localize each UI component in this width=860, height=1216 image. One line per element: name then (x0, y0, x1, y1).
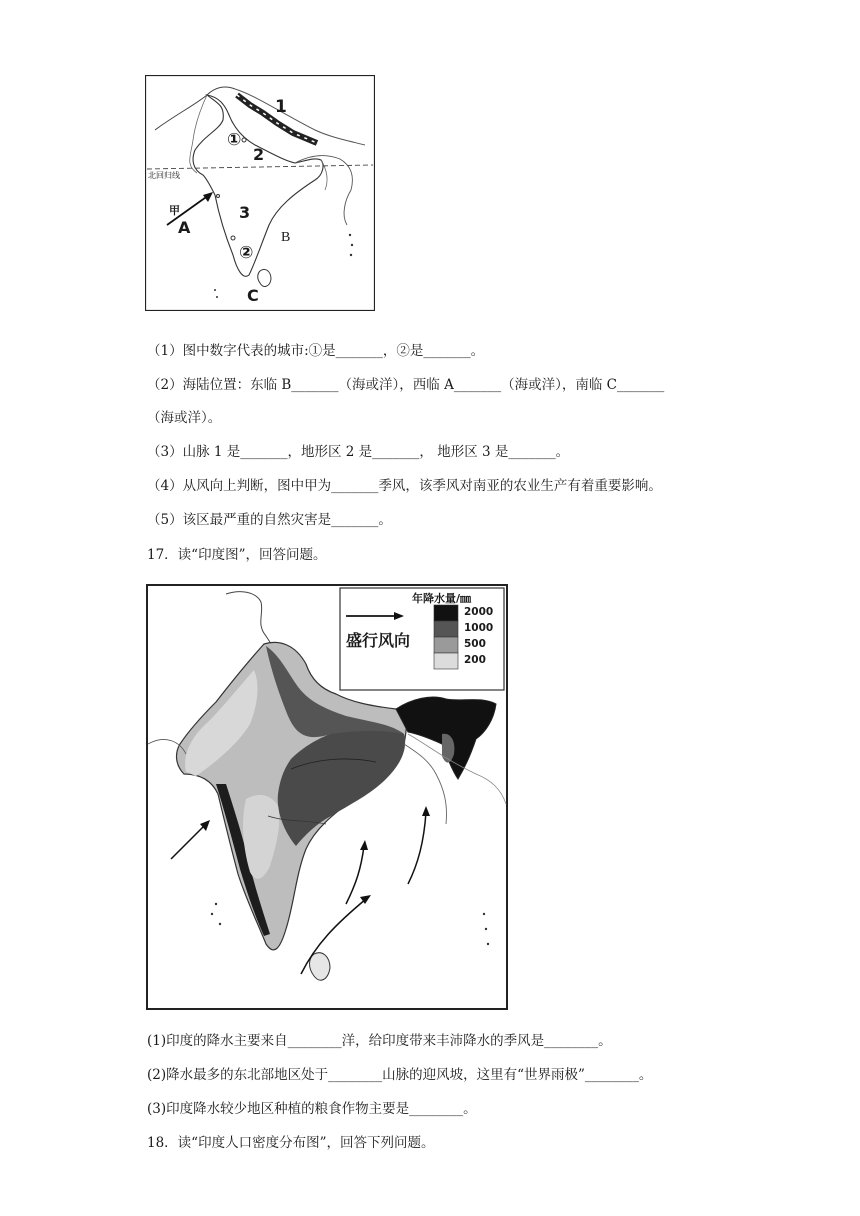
legend-swatch-200 (434, 653, 458, 669)
south-asia-map-svg (145, 75, 375, 311)
q16-line-1: （1）图中数字代表的城市:①是_______，②是_______。 (147, 343, 485, 359)
q16-line-6: （5）该区最严重的自然灾害是_______。 (147, 512, 392, 528)
map1-label-A: A (178, 218, 191, 237)
legend-value-2000: 2000 (464, 606, 494, 618)
map1-label-circle2: ② (239, 243, 254, 263)
india-rainfall-map-svg (146, 584, 508, 1010)
map1-label-C: C (247, 286, 259, 305)
south-asia-map (145, 75, 375, 311)
legend-title: 年降水量/㎜ (412, 592, 472, 605)
map1-tropic-label: 北回归线 (148, 171, 180, 180)
q17-line-2: (2)降水最多的东北部地区处于________山脉的迎风坡，这里有“世界雨极”________。 (147, 1067, 653, 1083)
legend-swatch-500 (434, 637, 458, 653)
map1-label-jia: 甲 (169, 204, 180, 217)
legend-swatch-2000 (434, 605, 458, 621)
india-rainfall-map (146, 584, 508, 1010)
map1-label-2: 2 (253, 145, 265, 164)
q18-title: 18．读“印度人口密度分布图”，回答下列问题。 (147, 1135, 435, 1151)
legend-swatch-1000 (434, 621, 458, 637)
q16-line-5: （4）从风向上判断，图中甲为_______季风，该季风对南亚的农业生产有着重要影响。 (147, 478, 662, 494)
map1-label-1: 1 (275, 97, 287, 117)
q16-line-2: （2）海陆位置：东临 B_______（海或洋），西临 A_______（海或洋），南临 C_______ (147, 377, 665, 393)
legend-value-500: 500 (464, 638, 486, 650)
legend-value-200: 200 (464, 654, 486, 666)
q17-line-1: (1)印度的降水主要来自________洋，给印度带来丰沛降水的季风是________。 (147, 1033, 612, 1049)
map1-label-B: B (281, 230, 291, 245)
q17-line-3: (3)印度降水较少地区种植的粮食作物主要是________。 (147, 1101, 477, 1117)
q16-line-4: （3）山脉 1 是_______，地形区 2 是_______， 地形区 3 是_______。 (147, 444, 570, 460)
q17-title: 17．读“印度图”，回答问题。 (147, 547, 327, 563)
map1-label-circle1: ① (227, 130, 242, 150)
map1-label-3: 3 (239, 203, 251, 222)
wind-direction-label: 盛行风向 (346, 631, 411, 650)
legend-value-1000: 1000 (464, 622, 494, 634)
q16-line-3: （海或洋）。 (147, 410, 222, 426)
